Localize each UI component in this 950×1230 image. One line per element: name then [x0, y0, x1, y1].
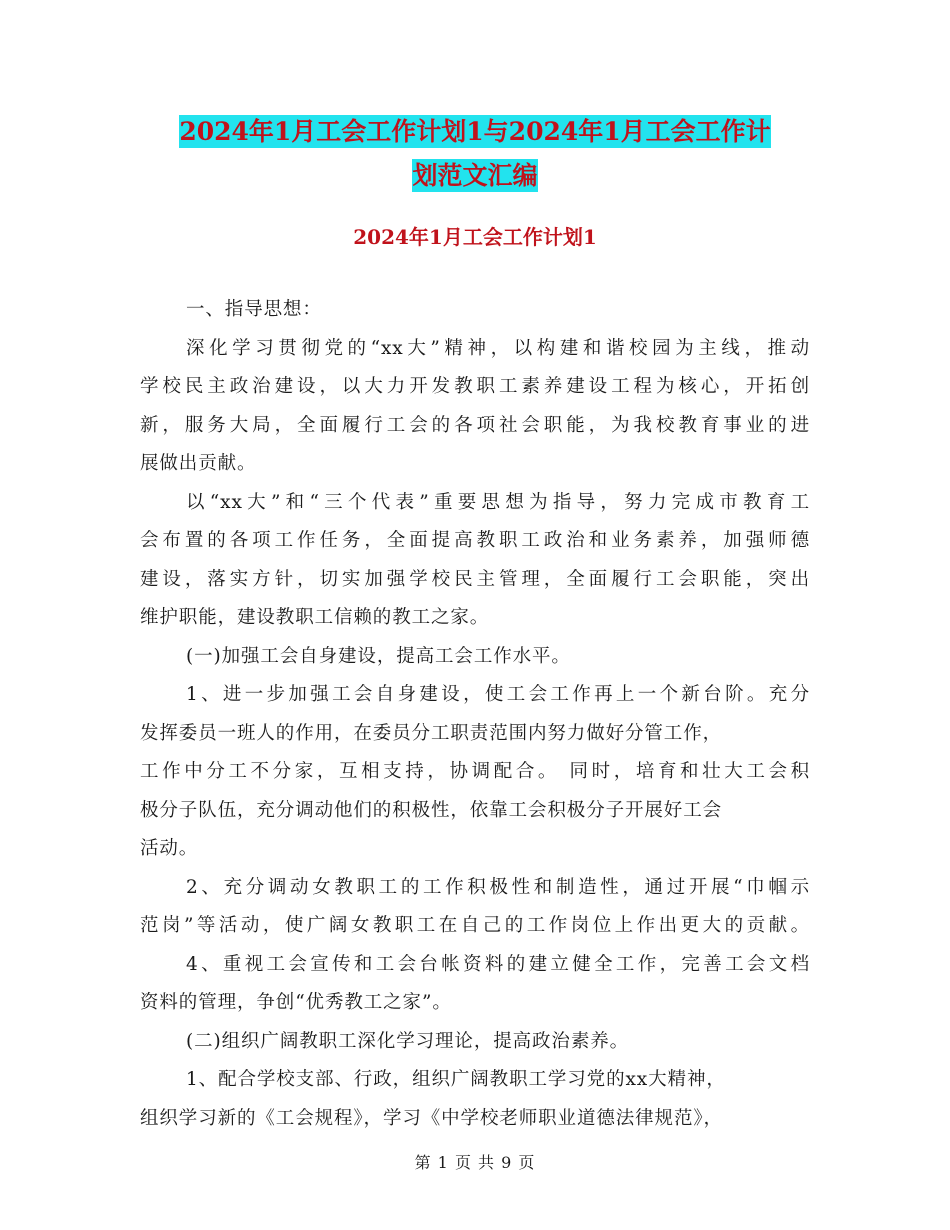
section-heading: 2024年1月工会工作计划1 [353, 225, 597, 249]
text-line: 深化学习贯彻党的“xx大”精神，以构建和谐校园为主线，推动 [186, 337, 810, 359]
text-line: 学校民主政治建设，以大力开发教职工素养建设工程为核心，开拓创 [140, 376, 810, 397]
text-line: 活动。 [140, 838, 199, 859]
text-line: 建设，落实方针，切实加强学校民主管理，全面履行工会职能，突出 [140, 568, 810, 590]
text-line: 发挥委员一班人的作用，在委员分工职责范围内努力做好分管工作， [140, 722, 723, 744]
text-line: 展做出贡献。 [140, 453, 257, 474]
text-line: 工作中分工不分家，互相支持，协调配合。 同时，培育和壮大工会积 [140, 761, 810, 782]
text-line: 1、配合学校支部、行政，组织广阔教职工学习党的xx大精神， [186, 1069, 726, 1090]
text-line: 维护职能，建设教职工信赖的教工之家。 [140, 607, 490, 628]
text-line: 2、充分调动女教职工的工作积极性和制造性，通过开展“巾帼示 [186, 876, 810, 898]
text-line: 范岗”等活动，使广阔女教职工在自己的工作岗位上作出更大的贡献。 [140, 915, 810, 936]
document-title-line-1: 2024年1月工会工作计划1与2024年1月工会工作计 [179, 117, 771, 146]
document-body [140, 291, 810, 1138]
text-line: 会布置的各项工作任务，全面提高教职工政治和业务素养，加强师德 [140, 530, 810, 551]
text-line: 组织学习新的《工会规程》，学习《中学校老师职业道德法律规范》， [140, 1107, 723, 1129]
text-line: 极分子队伍，充分调动他们的积极性，依靠工会积极分子开展好工会 [140, 799, 723, 821]
text-line: 4、重视工会宣传和工会台帐资料的建立健全工作，完善工会文档 [186, 953, 810, 975]
text-line: 新，服务大局，全面履行工会的各项社会职能，为我校教育事业的进 [140, 414, 810, 436]
text-line: 1、进一步加强工会自身建设，使工会工作再上一个新台阶。充分 [186, 684, 810, 705]
page-footer: 第 1 页 共 9 页 [414, 1153, 536, 1172]
document-title [140, 110, 810, 198]
text-line: 资料的管理，争创“优秀教工之家”。 [140, 992, 452, 1013]
subsection-heading: (一)加强工会自身建设，提高工会工作水平。 [186, 645, 571, 667]
subsection-heading: (二)组织广阔教职工深化学习理论，提高政治素养。 [186, 1030, 630, 1052]
text-line: 以“xx大”和“三个代表”重要思想为指导，努力完成市教育工 [186, 491, 810, 513]
paragraph-heading-guiding-thought: 一、指导思想： [186, 299, 322, 320]
document-title-line-2: 划范文汇编 [412, 161, 538, 190]
